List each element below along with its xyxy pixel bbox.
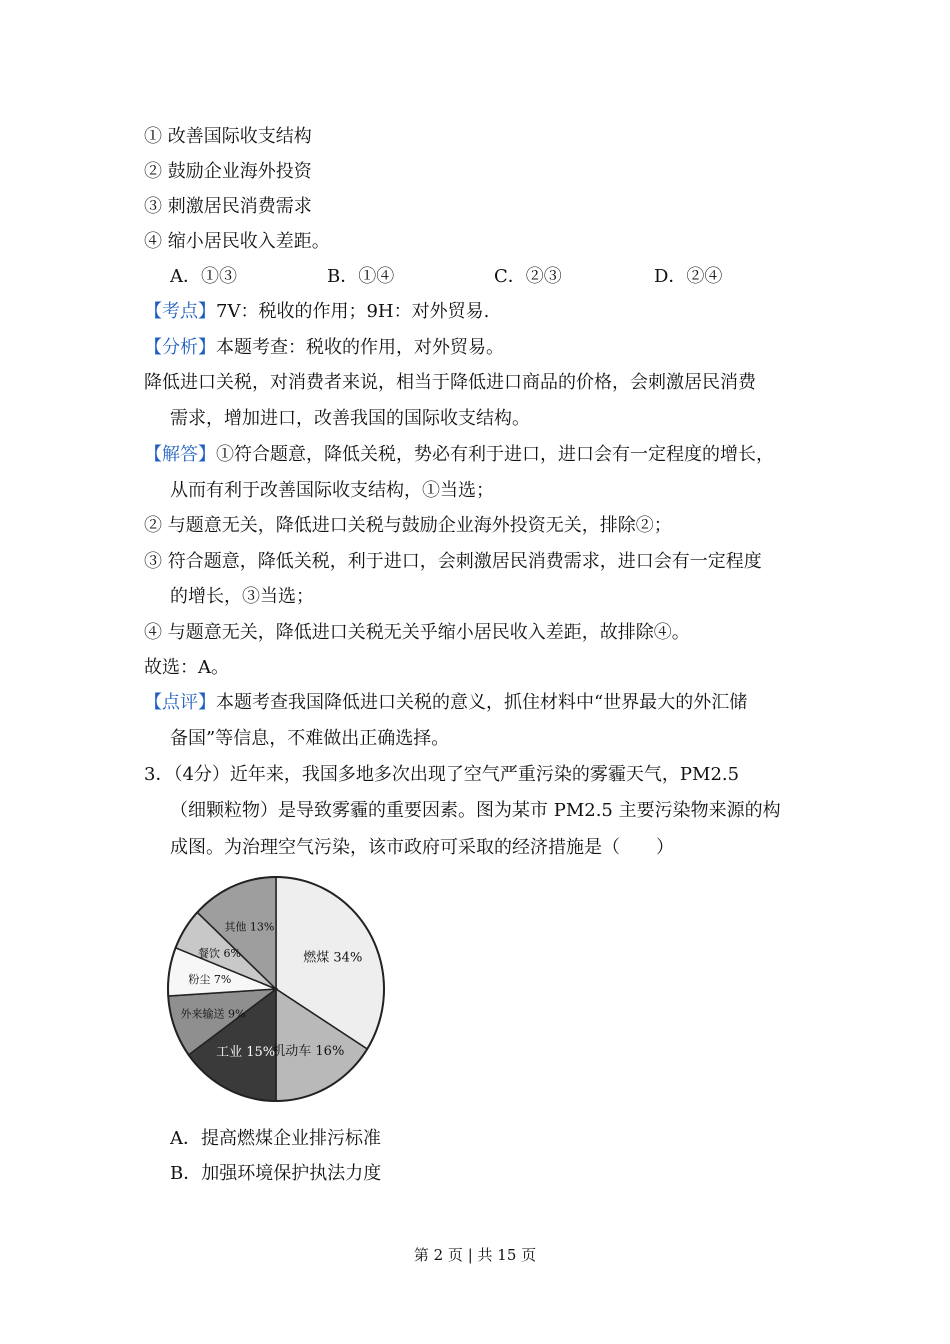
pie-label: 餐饮 6% [198, 946, 241, 960]
pie-label: 机动车 16% [272, 1043, 345, 1059]
dianping-line-2: 备国”等信息，不难做出正确选择。 [170, 728, 450, 749]
jieda-line [144, 443, 774, 467]
jieda-line-5: 的增长，③当选； [170, 586, 314, 607]
choice-q3-b: B．加强环境保护执法力度 [170, 1163, 382, 1184]
pie-label: 其他 13% [224, 920, 275, 934]
pie-label: 工业 15% [216, 1044, 276, 1060]
jieda-line-3: ② 与题意无关，降低进口关税与鼓励企业海外投资无关，排除②； [144, 515, 672, 536]
question-3-line-2: （细颗粒物）是导致雾霾的重要因素。图为某市 PM2.5 主要污染物来源的构 [170, 800, 781, 821]
pie-svg [164, 873, 388, 1105]
pie-label: 粉尘 7% [188, 973, 232, 987]
pm25-pie-chart [164, 873, 388, 1105]
jieda-line-4: ③ 符合题意，降低关税，利于进口，会刺激居民消费需求，进口会有一定程度 [144, 551, 762, 572]
kaodian-text: 7V：税收的作用；9H：对外贸易. [216, 301, 490, 322]
list-item: ① 改善国际收支结构 [144, 126, 312, 147]
dianping-tag: 【点评】 [144, 692, 216, 713]
jieda-line-2: 从而有利于改善国际收支结构，①当选； [170, 480, 494, 501]
question-3-line-1: 3．（4分）近年来，我国多地多次出现了空气严重污染的雾霾天气，PM2.5 [144, 764, 740, 785]
jieda-line-6: ④ 与题意无关，降低进口关税无关乎缩小居民收入差距，故排除④。 [144, 622, 690, 643]
jieda-text: ①符合题意，降低关税，势必有利于进口，进口会有一定程度的增长， [216, 444, 774, 465]
analysis-line-1: 降低进口关税，对消费者来说，相当于降低进口商品的价格，会刺激居民消费 [144, 372, 756, 393]
choice-q3-a: A．提高燃煤企业排污标准 [170, 1128, 381, 1149]
choice-a: A．①③ [170, 266, 237, 287]
question-3-line-3: 成图。为治理空气污染，该市政府可采取的经济措施是（ ） [170, 837, 674, 858]
page-footer: 第 2 页 | 共 15 页 [413, 1246, 537, 1264]
jieda-tag: 【解答】 [144, 444, 216, 465]
fenxi-line [144, 336, 504, 360]
choice-b: B．①④ [327, 266, 395, 287]
kaodian-tag: 【考点】 [144, 301, 216, 322]
dianping-text: 本题考查我国降低进口关税的意义，抓住材料中“世界最大的外汇储 [216, 692, 748, 713]
pie-label: 外来输送 9% [180, 1007, 246, 1021]
jieda-line-7: 故选：A。 [144, 657, 229, 678]
choice-c: C．②③ [494, 266, 562, 287]
dianping-line [144, 691, 747, 715]
fenxi-tag: 【分析】 [144, 337, 216, 358]
kaodian-line [144, 300, 489, 324]
pie-label: 燃煤 34% [303, 950, 363, 966]
fenxi-text: 本题考查：税收的作用，对外贸易。 [216, 337, 504, 358]
list-item: ② 鼓励企业海外投资 [144, 161, 312, 182]
choice-d: D．②④ [654, 266, 723, 287]
list-item: ④ 缩小居民收入差距。 [144, 231, 330, 252]
list-item: ③ 刺激居民消费需求 [144, 196, 312, 217]
analysis-line-2: 需求，增加进口，改善我国的国际收支结构。 [170, 408, 530, 429]
